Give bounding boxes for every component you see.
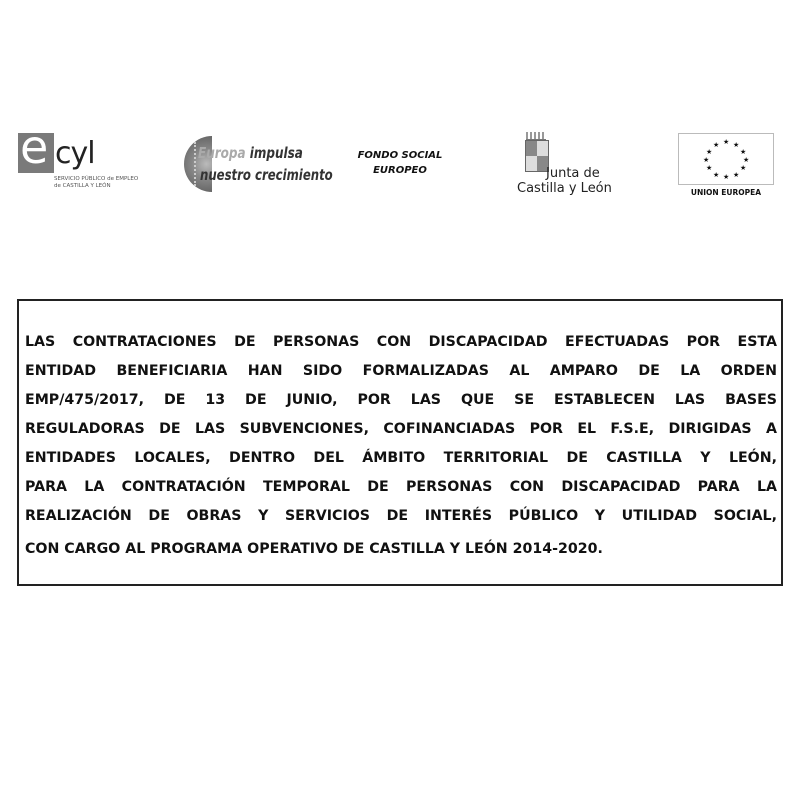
fse-line2: EUROPEO — [373, 165, 427, 176]
europa-impulsa-line1 — [198, 144, 303, 162]
europa-impulsa-logo — [184, 136, 333, 196]
star-icon: ★ — [706, 148, 713, 156]
fse-line1: FONDO SOCIAL — [357, 150, 443, 161]
logo-bar — [0, 0, 800, 220]
crown-icon — [526, 132, 546, 140]
notice-line: REALIZACIÓN DE OBRAS Y SERVICIOS DE INTERÉS PÚBLICO Y UTILIDAD SOCIAL, — [25, 508, 777, 524]
coat-of-arms-icon — [524, 132, 548, 172]
star-icon: ★ — [733, 141, 740, 149]
europa-word: Europa — [198, 144, 246, 162]
star-icon: ★ — [740, 164, 747, 172]
ecyl-mark-letter: e — [20, 120, 49, 174]
notice-line: LAS CONTRATACIONES DE PERSONAS CON DISCAPACIDAD EFECTUADAS POR ESTA — [25, 334, 777, 350]
funding-notice-text — [25, 328, 777, 564]
star-icon: ★ — [706, 164, 713, 172]
notice-line: EMP/475/2017, DE 13 DE JUNIO, POR LAS QUE SE ESTABLECEN LAS BASES — [25, 392, 777, 408]
notice-line: PARA LA CONTRATACIÓN TEMPORAL DE PERSONAS CON DISCAPACIDAD PARA LA — [25, 479, 777, 495]
ecyl-subtitle — [54, 176, 144, 190]
union-europea-logo — [678, 133, 774, 198]
star-icon: ★ — [723, 173, 730, 181]
ecyl-subtitle-line1: SERVICIO PÚBLICO de EMPLEO — [54, 176, 139, 182]
junta-line2: Castilla y León — [517, 181, 612, 196]
eu-label: UNION EUROPEA — [690, 188, 762, 197]
europa-impulsa-line2: nuestro crecimiento — [200, 166, 333, 184]
junta-line1: Junta de — [546, 166, 600, 181]
star-icon: ★ — [703, 156, 710, 164]
fondo-social-europeo-logo — [350, 148, 450, 178]
impulsa-word: impulsa — [249, 144, 303, 162]
notice-line: ENTIDAD BENEFICIARIA HAN SIDO FORMALIZADAS AL AMPARO DE LA ORDEN — [25, 363, 777, 379]
star-icon: ★ — [723, 138, 730, 146]
ecyl-logo — [18, 120, 139, 193]
star-icon: ★ — [740, 148, 747, 156]
notice-line: CON CARGO AL PROGRAMA OPERATIVO DE CASTILLA Y LEÓN 2014-2020. — [25, 541, 603, 557]
junta-castilla-leon-logo — [516, 132, 626, 200]
eu-flag-icon — [678, 133, 774, 185]
notice-line: REGULADORAS DE LAS SUBVENCIONES, COFINANCIADAS POR EL F.S.E, DIRIGIDAS A — [25, 421, 777, 437]
star-icon: ★ — [733, 171, 740, 179]
star-icon: ★ — [713, 141, 720, 149]
ecyl-subtitle-line2: de CASTILLA Y LEÓN — [54, 183, 111, 189]
funding-notice-box — [17, 299, 783, 586]
star-icon: ★ — [743, 156, 750, 164]
star-icon: ★ — [713, 171, 720, 179]
ecyl-wordmark: cyl — [55, 136, 95, 171]
notice-line: ENTIDADES LOCALES, DENTRO DEL ÁMBITO TERRITORIAL DE CASTILLA Y LEÓN, — [25, 450, 777, 466]
